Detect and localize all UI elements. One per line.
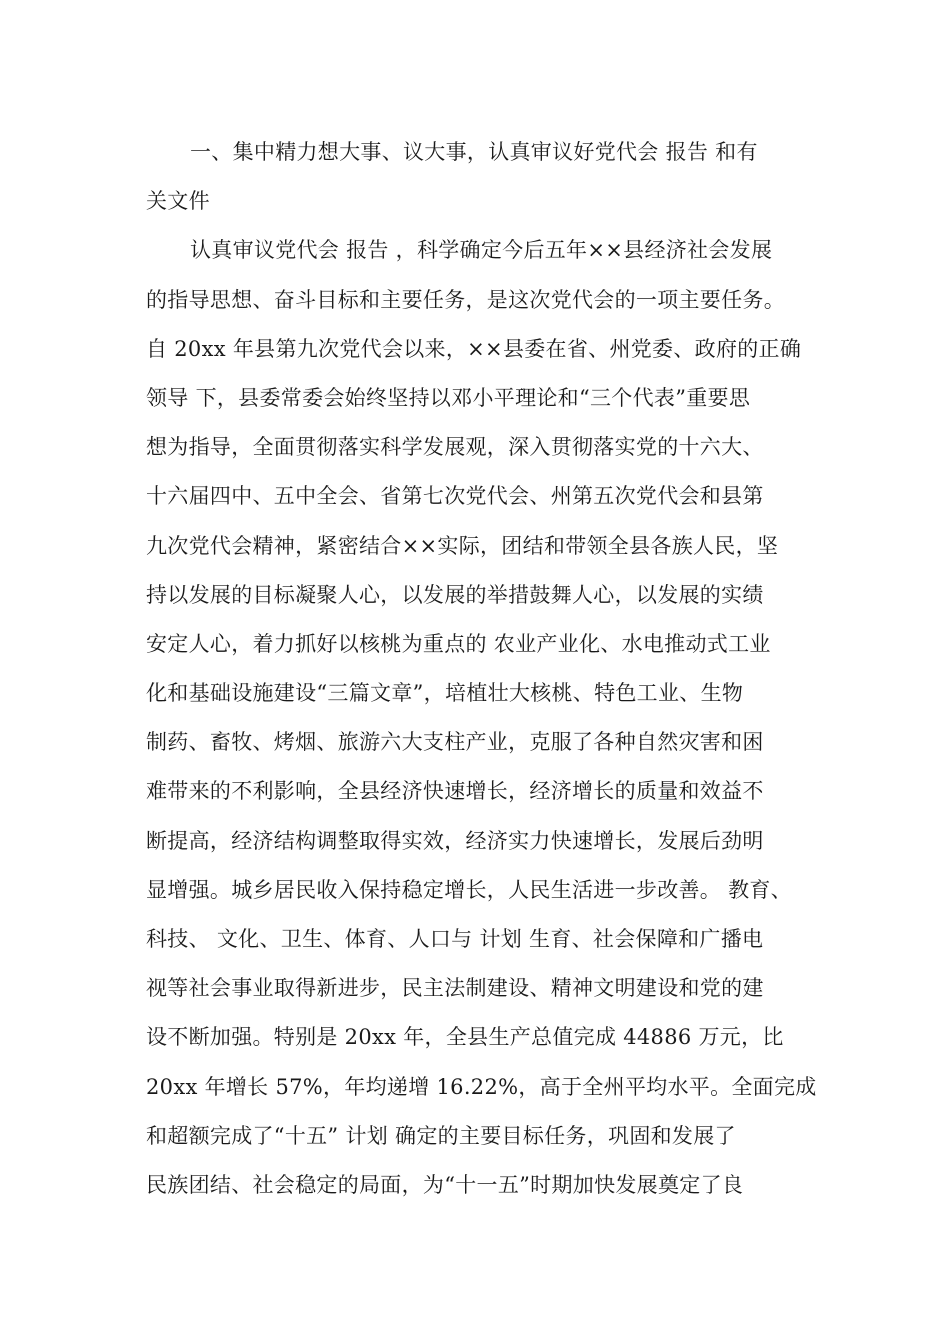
paragraph-line: 领导 下，县委常委会始终坚持以邓小平理论和“三个代表”重要思 (146, 385, 751, 410)
paragraph-line: 视等社会事业取得新进步，民主法制建设、精神文明建设和党的建 (146, 976, 764, 1001)
paragraph-line: 20xx 年增长 57%，年均递增 16.22%，高于全州平均水平。全面完成 (146, 1074, 817, 1099)
paragraph-line: 的指导思想、奋斗目标和主要任务，是这次党代会的一项主要任务。 (146, 287, 785, 312)
document-body (146, 132, 826, 1214)
paragraph-line: 认真审议党代会 报告 ，科学确定今后五年××县经济社会发展 (190, 238, 773, 263)
paragraph-line: 断提高，经济结构调整取得实效，经济实力快速增长，发展后劲明 (146, 828, 764, 853)
paragraph-line: 安定人心，着力抓好以核桃为重点的 农业产业化、水电推动式工业 (146, 631, 771, 656)
paragraph-line: 自 20xx 年县第九次党代会以来，××县委在省、州党委、政府的正确 (146, 336, 802, 361)
paragraph-line: 民族团结、社会稳定的局面，为“十一五”时期加快发展奠定了良 (146, 1172, 744, 1197)
paragraph-line: 九次党代会精神，紧密结合××实际，团结和带领全县各族人民，坚 (146, 533, 779, 558)
paragraph-line: 制药、畜牧、烤烟、旅游六大支柱产业，克服了各种自然灾害和困 (146, 730, 764, 755)
section-heading-line-1: 一、集中精力想大事、议大事，认真审议好党代会 报告 和有 (190, 140, 758, 164)
paragraph-line: 和超额完成了“十五” 计划 确定的主要目标任务，巩固和发展了 (146, 1123, 736, 1148)
paragraph-line: 显增强。城乡居民收入保持稳定增长，人民生活进一步改善。 教育、 (146, 877, 792, 902)
paragraph-line: 科技、 文化、卫生、体育、人口与 计划 生育、社会保障和广播电 (146, 927, 764, 951)
paragraph-line: 难带来的不利影响，全县经济快速增长，经济增长的质量和效益不 (146, 779, 764, 804)
paragraph-line: 持以发展的目标凝聚人心，以发展的举措鼓舞人心，以发展的实绩 (146, 582, 764, 607)
paragraph-line: 化和基础设施建设“三篇文章”，培植壮大核桃、特色工业、生物 (146, 681, 744, 706)
paragraph-line: 设不断加强。特别是 20xx 年，全县生产总值完成 44886 万元，比 (146, 1025, 784, 1050)
section-heading-line-2: 关文件 (146, 189, 210, 214)
paragraph-line: 想为指导，全面贯彻落实科学发展观，深入贯彻落实党的十六大、 (146, 435, 764, 460)
paragraph-line: 十六届四中、五中全会、省第七次党代会、州第五次党代会和县第 (146, 484, 764, 509)
